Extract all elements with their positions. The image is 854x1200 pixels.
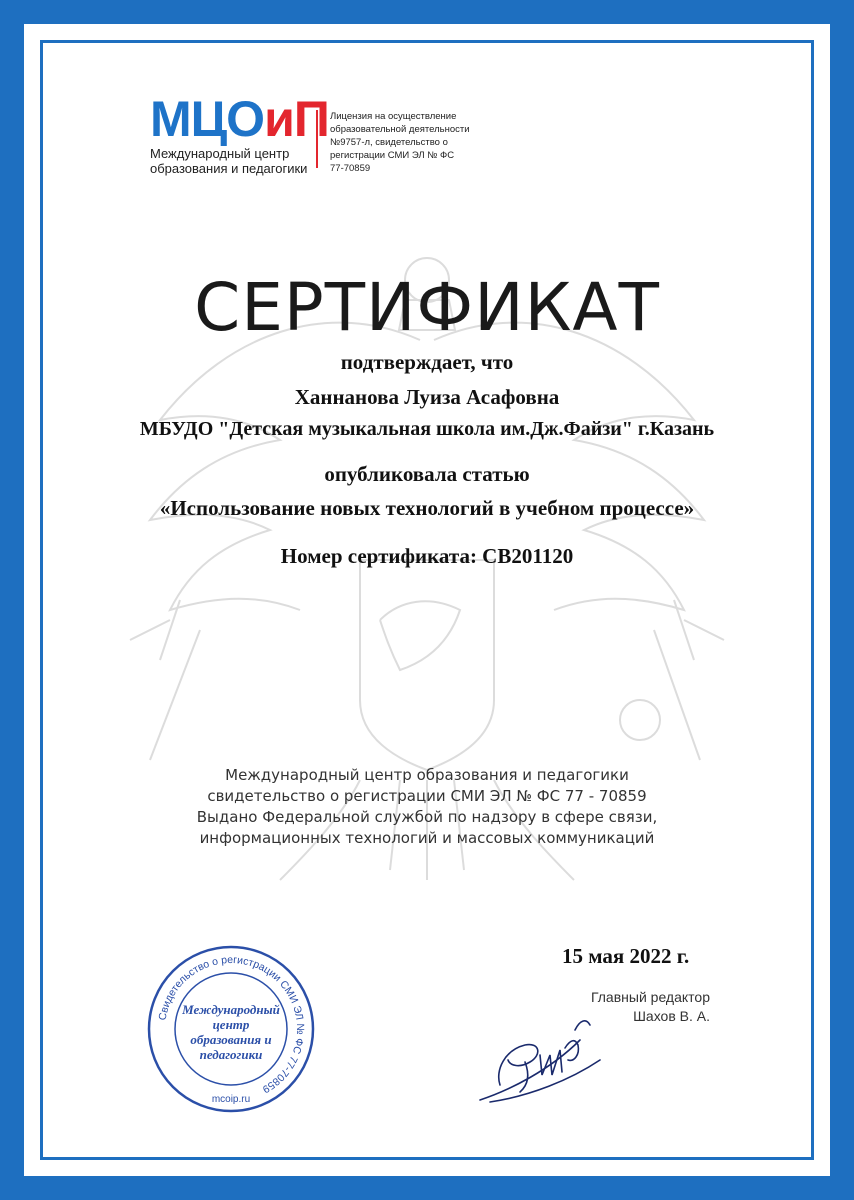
certificate-number: Номер сертификата: СВ201120 <box>280 544 574 568</box>
editor-name: Шахов В. А. <box>633 1008 710 1024</box>
license-line2: образовательной деятельности <box>330 124 470 135</box>
brand-logo <box>150 91 329 176</box>
confirms-text: подтверждает, что <box>340 350 514 374</box>
license-line1: Лицензия на осуществление <box>330 111 457 122</box>
stamp-center-line2: центр <box>212 1017 250 1032</box>
registry-line3: Выдано Федеральной службой по надзору в сфере связи, <box>196 808 658 826</box>
editor-signature <box>470 1000 610 1110</box>
stamp-center-line3: образования и <box>190 1032 272 1047</box>
issue-date: 15 мая 2022 г. <box>562 944 690 968</box>
stamp-center-text <box>166 1002 296 1062</box>
logo-subtitle <box>150 146 320 176</box>
registry-info <box>0 765 854 849</box>
stamp-center-line4: педагогики <box>199 1047 263 1062</box>
license-line4: регистрации СМИ ЭЛ № ФС <box>330 150 455 161</box>
logo-mark-red: иП <box>264 91 329 147</box>
stamp-url: mcoip.ru <box>211 1094 251 1105</box>
logo-subtitle-line1: Международный центр <box>150 146 290 161</box>
recipient-organization: МБУДО "Детская музыкальная школа им.Дж.Файзи" г.Казань <box>139 418 715 440</box>
registry-line4: информационных технологий и массовых коммуникаций <box>199 829 655 847</box>
license-line5: 77-70859 <box>330 163 371 174</box>
license-line3: №9757-л, свидетельство о <box>330 137 448 148</box>
registry-line2: свидетельство о регистрации СМИ ЭЛ № ФС 77 - 70859 <box>207 787 647 805</box>
logo-mark <box>150 91 329 147</box>
stamp-center-line1: Международный <box>182 1002 280 1017</box>
registry-line1: Международный центр образования и педагогики <box>225 766 629 784</box>
logo-mark-blue: МЦО <box>150 91 265 147</box>
certificate-title: СЕРТИФИКАТ <box>194 269 660 346</box>
action-text: опубликовала статью <box>324 462 530 486</box>
license-info <box>316 110 505 174</box>
stamp-ring-text: Свидетельство о регистрации СМИ ЭЛ № ФС 77-70859 <box>156 953 307 1096</box>
logo-subtitle-line2: образования и педагогики <box>150 161 308 176</box>
recipient-name: Ханнанова Луиза Асафовна <box>294 385 560 409</box>
editor-role: Главный редактор <box>590 989 710 1005</box>
article-title: «Использование новых технологий в учебном процессе» <box>159 496 695 520</box>
